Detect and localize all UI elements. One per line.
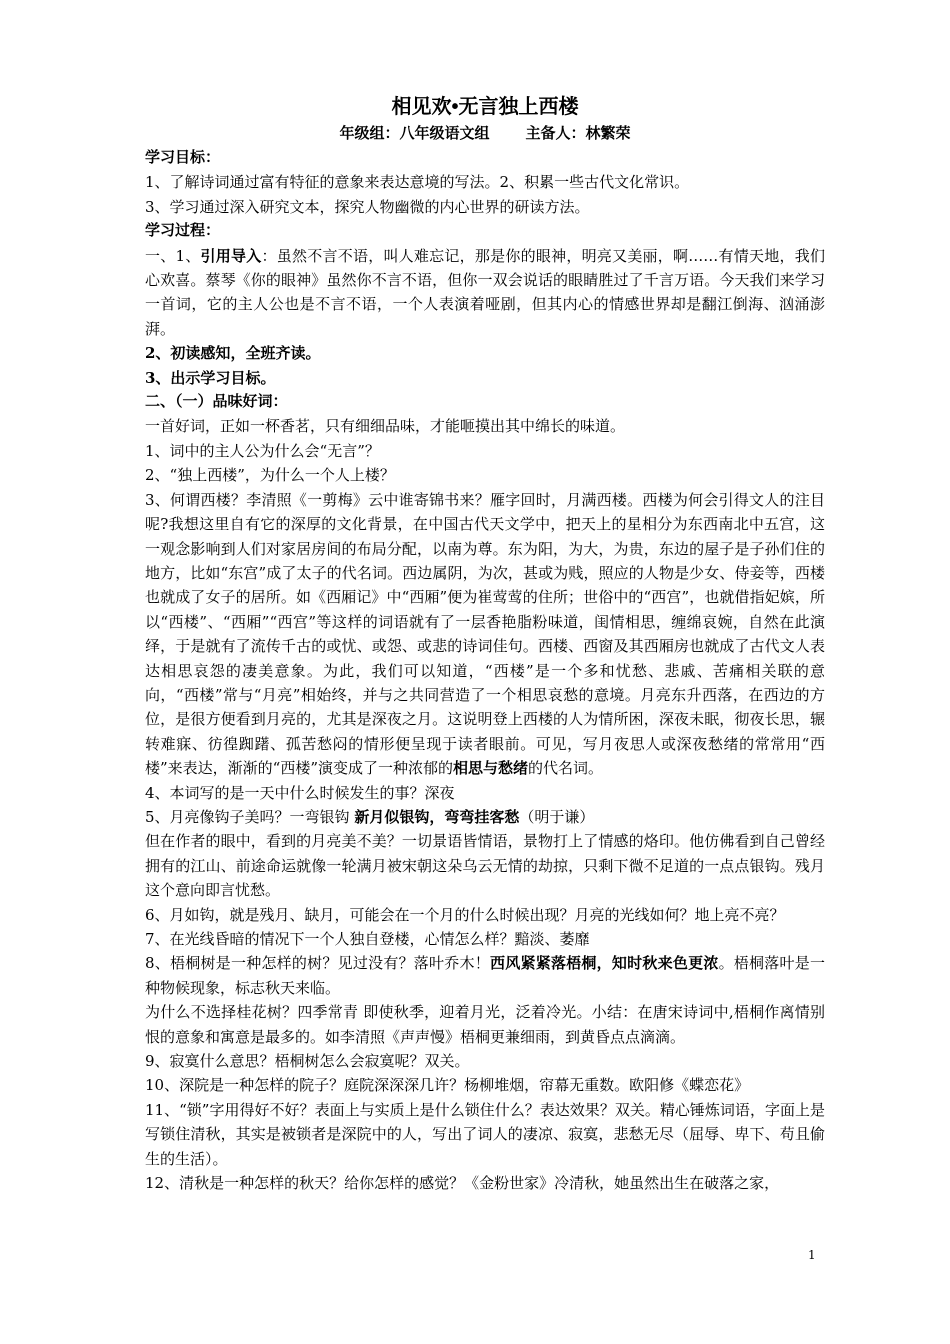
author-label: 主备人：林繁荣 [525, 125, 631, 142]
subtitle-line [145, 122, 825, 146]
question-5 [145, 805, 825, 829]
q5-suffix: （明于谦） [519, 807, 595, 826]
p1-text: ：虽然不言不语，叫人难忘记，那是你的眼神，明亮又美丽，啊……有情天地，我们心欢喜。蔡琴《你的眼神》虽然你不言不语，但你一双会说话的眼睛胜过了千言万语。今天我们来学习一首词，它的主人公也是不言不语，一个人表演着哑剧，但其内心的情感世界却是翻江倒海、汹涌澎湃。 [145, 246, 825, 338]
document-body [145, 92, 825, 1195]
goals-heading: 学习目标： [145, 149, 221, 166]
question-3 [145, 488, 825, 781]
question-1: 1、词中的主人公为什么会“无言”？ [145, 441, 380, 460]
goal-line-1: 1、了解诗词通过富有特征的意象来表达意境的写法。2、积累一些古代文化常识。 [145, 173, 690, 192]
q8-prefix: 8、梧桐树是一种怎样的树？见过没有？落叶乔木！ [145, 954, 490, 973]
grade-label: 年级组：八年级语文组 [339, 125, 490, 142]
step-3: 3、出示学习目标。 [145, 368, 276, 387]
question-10: 10、深院是一种怎样的院子？庭院深深深几许？杨柳堆烟，帘幕无重数。欧阳修《蝶恋花》 [145, 1076, 750, 1095]
p1-prefix: 一、1、 [145, 246, 201, 265]
question-6: 6、月如钩，就是残月、缺月，可能会在一个月的什么时候出现？月亮的光线如何？地上亮不亮？ [145, 905, 785, 924]
question-4: 4、本词写的是一天中什么时候发生的事？深夜 [145, 783, 455, 802]
question-8-explain: 为什么不选择桂花树？四季常青 即使秋季，迎着月光，泛着冷光。小结：在唐宋诗词中,梧桐作离情别恨的意象和寓意是最多的。如李清照《声声慢》梧桐更兼细雨，到黄昏点点滴滴。 [145, 1003, 825, 1046]
question-9: 9、寂寞什么意思？梧桐树怎么会寂寞呢？双关。 [145, 1052, 470, 1071]
q3-text: 3、何谓西楼？李清照《一剪梅》云中谁寄锦书来？雁字回时，月满西楼。西楼为何会引得文人的注目呢?我想这里自有它的深厚的文化背景，在中国古代天文学中，把天上的星相分为东西南北中五宫，这一观念影响到人们对家居房间的布局分配，以南为尊。东为阳，为大，为贵，东边的屋子是子孙们住的地方，比如“东宫”成了太子的代名词。西边属阴，为次，甚或为贱，照应的人物是少女、侍妾等，西楼也就成了女子的居所。如《西厢记》中“西厢”便为崔莺莺的住所；世俗中的“西宫”，也就借指妃嫔，所以“西楼”、“西厢”“西宫”等这样的词语就有了一层香艳脂粉味道，闺情相思，缠绵哀婉，自然在此演绎，于是就有了流传千古的或忧、或怨、或悲的诗词佳句。西楼、西窗及其西厢房也就成了古代文人表达相思哀怨的凄美意象。为此，我们可以知道，“西楼”是一个多和忧愁、悲戚、苦痛相关联的意向，“西楼”常与“月亮”相始终，并与之共同营造了一个相思哀愁的意境。月亮东升西落，在西边的方位，是很方便看到月亮的，尤其是深夜之月。这说明登上西楼的人为情所困，深夜未眠，彻夜长思，辗转难寐、彷徨踟躇、孤苦愁闷的情形便呈现于读者眼前。可见，写月夜思人或深夜愁绪的常常用“西楼”来表达，渐渐的“西楼”演变成了一种浓郁的 [145, 490, 825, 778]
q8-bold: 西风紧紧落梧桐，知时秋来色更浓 [490, 954, 719, 973]
q3-bold: 相思与愁绪 [453, 759, 529, 778]
p1-bold: 引用导入 [200, 246, 262, 265]
section-2-heading: 二、（一）品味好词： [145, 393, 288, 411]
question-5-explain: 但在作者的眼中，看到的月亮美不美？一切景语皆情语，景物打上了情感的烙印。他仿佛看到自己曾经拥有的江山、前途命运就像一轮满月被宋朝这朵乌云无情的劫掠，只剩下微不足道的一点点银钩。残月这个意向即言忧愁。 [145, 832, 825, 900]
page-number: 1 [808, 1248, 816, 1262]
process-heading: 学习过程： [145, 222, 221, 240]
question-8 [145, 951, 825, 1000]
question-7: 7、在光线昏暗的情况下一个人独自登楼，心情怎么样？黯淡、萎靡 [145, 930, 590, 948]
step-2: 2、初读感知，全班齐读。 [145, 344, 321, 363]
question-11: 11、“锁”字用得好不好？表面上与实质上是什么锁住什么？表达效果？双关。精心锤炼词语，字面上是写锁住清秋，其实是被锁者是深院中的人，写出了词人的凄凉、寂寞，悲愁无尽（屈辱、卑下、苟且偷生的生活）。 [145, 1100, 825, 1168]
section-2-intro: 一首好词，正如一杯香茗，只有细细品味，才能咂摸出其中绵长的味道。 [145, 417, 626, 436]
q5-bold: 新月似银钩，弯弯挂客愁 [354, 807, 520, 826]
paragraph-intro-quote [145, 244, 825, 342]
goal-line-2: 3、学习通过深入研究文本，探究人物幽微的内心世界的研读方法。 [145, 197, 590, 216]
q3-end: 的代名词。 [528, 759, 604, 778]
question-2: 2、“独上西楼”，为什么一个人上楼？ [145, 466, 395, 485]
question-12: 12、清秋是一种怎样的秋天？给你怎样的感觉？《金粉世家》冷清秋，她虽然出生在破落之家， [145, 1174, 780, 1193]
page-title: 相见欢•无言独上西楼 [391, 96, 579, 118]
q8-suffix: 。梧桐落叶是一种物候现象，标志秋天来临。 [145, 954, 825, 997]
q5-prefix: 5、月亮像钩子美吗？一弯银钩 [145, 807, 355, 826]
